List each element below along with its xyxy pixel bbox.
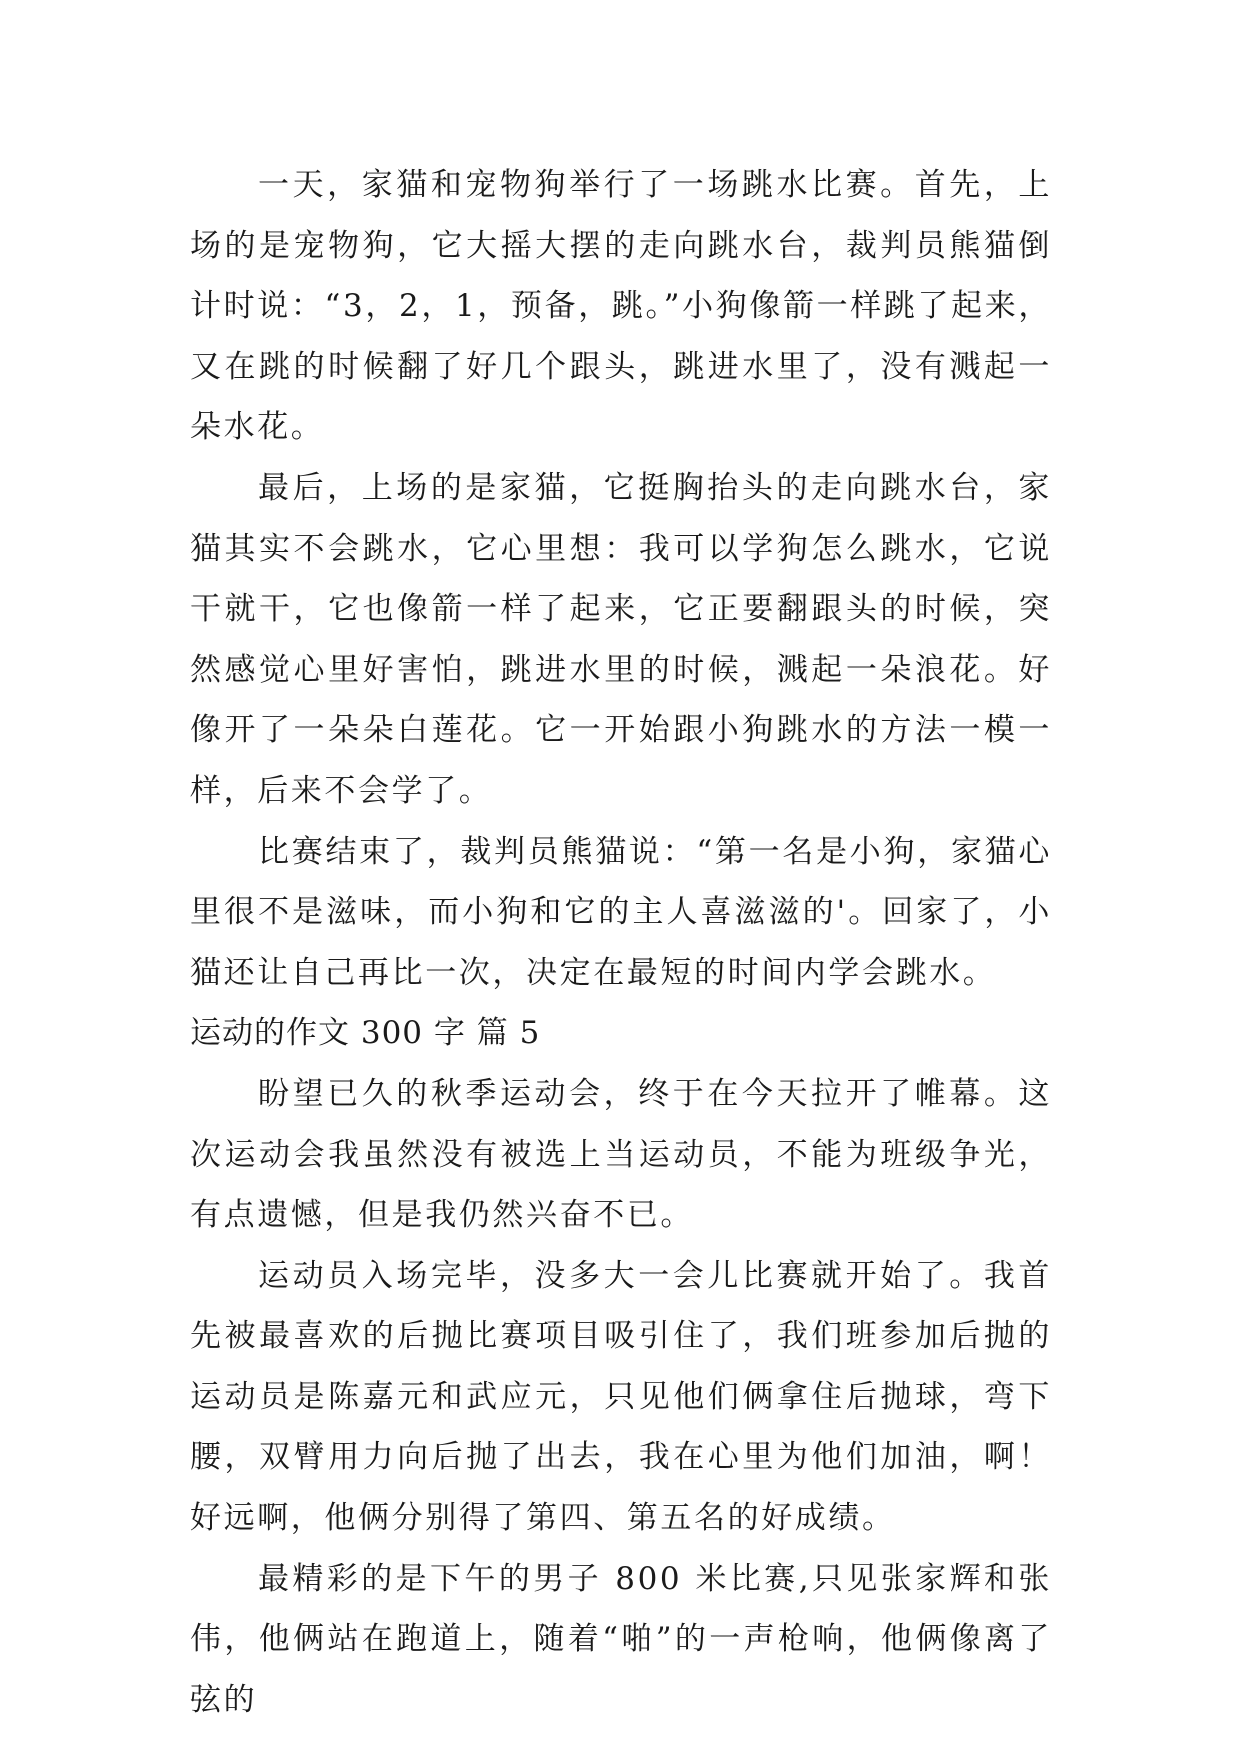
paragraph: 比赛结束了，裁判员熊猫说：“第一名是小狗，家猫心里很不是滋味，而小狗和它的主人喜滋滋的'。回家了，小猫还让自己再比一次，决定在最短的时间内学会跳水。 [190,833,1052,991]
paragraph: 运动员入场完毕，没多大一会儿比赛就开始了。我首先被最喜欢的后抛比赛项目吸引住了，我们班参加后抛的运动员是陈嘉元和武应元，只见他们俩拿住后抛球，弯下腰，双臂用力向后抛了出去，我在心里为他们加油，啊！好远啊，他俩分别得了第四、第五名的好成绩。 [190,1257,1052,1537]
paragraph: 最精彩的是下午的男子 800 米比赛,只见张家辉和张伟，他俩站在跑道上，随着“啪”的一声枪响，他俩像离了弦的 [190,1560,1052,1718]
section-heading: 运动的作文 300 字 篇 5 [190,1015,541,1052]
document-body [190,155,1052,1730]
paragraph: 最后，上场的是家猫，它挺胸抬头的走向跳水台，家猫其实不会跳水，它心里想：我可以学狗怎么跳水，它说干就干，它也像箭一样了起来，它正要翻跟头的时候，突然感觉心里好害怕，跳进水里的时候，溅起一朵浪花。好像开了一朵朵白莲花。它一开始跟小狗跳水的方法一模一样，后来不会学了。 [190,469,1052,809]
paragraph: 一天，家猫和宠物狗举行了一场跳水比赛。首先，上场的是宠物狗，它大摇大摆的走向跳水台，裁判员熊猫倒计时说：“3，2，1，预备，跳。”小狗像箭一样跳了起来，又在跳的时候翻了好几个跟头，跳进水里了，没有溅起一朵水花。 [190,167,1052,446]
paragraph: 盼望已久的秋季运动会，终于在今天拉开了帷幕。这次运动会我虽然没有被选上当运动员，不能为班级争光，有点遗憾，但是我仍然兴奋不已。 [190,1075,1052,1234]
